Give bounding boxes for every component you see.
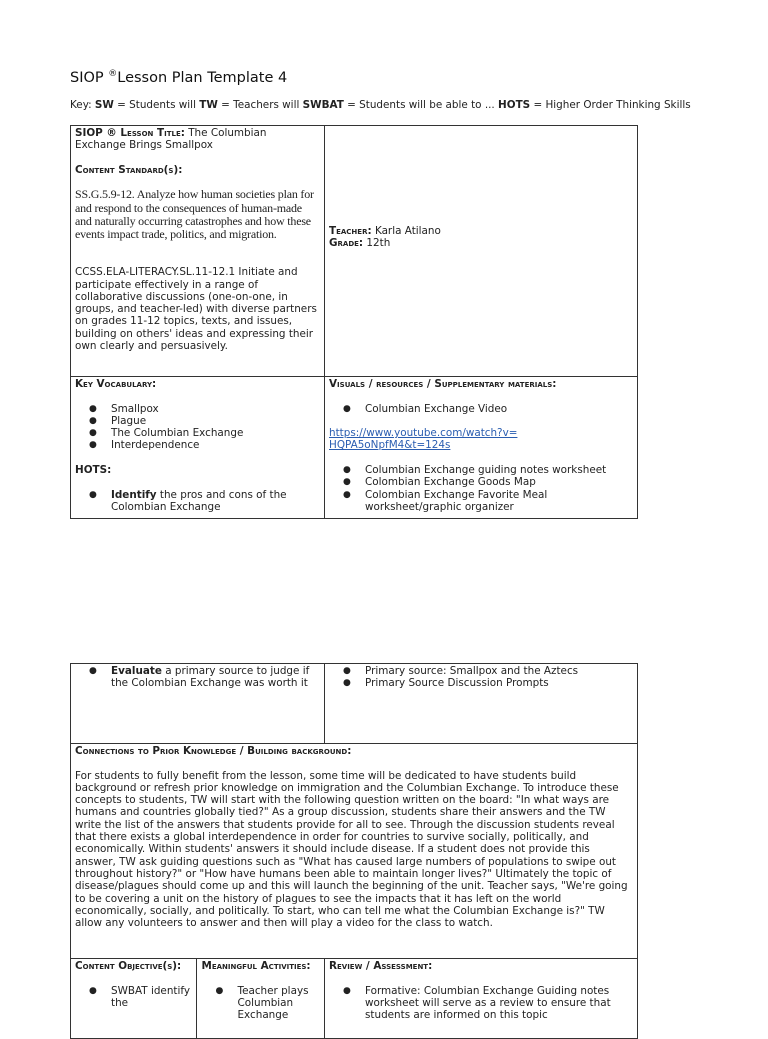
visuals-cell: Visuals / resources / Supplementary materials: ● Columbian Exchange Video https://www.youtube.com/watch?v=HQPA5oNpfM4&t=124s ● Columbian Exchange guiding notes worksheet ● Colombian Exchange Goods Map ● Colombian Exchange Favorite Meal worksheet/graphic organizer (325, 377, 638, 519)
list-item: ● Interdependence (111, 439, 320, 451)
lesson-table-1 (70, 125, 638, 519)
list-item: ● Teacher plays Columbian Exchange (237, 985, 320, 1022)
list-item: ● Primary source: Smallpox and the Aztecs (365, 665, 633, 677)
lesson-info-cell: SIOP ® Lesson Title: The Columbian Exchange Brings Smallpox Content Standard(s): SS.G.5.9-12. Analyze how human societies plan for and respond to the consequences of human-made and naturally occurring catastrophes and how these events impact trade, politics, and migration. CCSS.ELA-LITERACY.SL.11-12.1 Initiate and participate effectively in a range of collaborative discussions (one-on-one, in groups, and teacher-led) with diverse partners on grades 11-12 topics, texts, and issues, building on others' ideas and expressing their own clearly and persuasively. (71, 126, 325, 377)
key-legend: Key: SW = Students will TW = Teachers will SWBAT = Students will be able to ... HOTS = Higher Order Thinking Skills (70, 99, 691, 111)
list-item: ● The Columbian Exchange (111, 427, 320, 439)
page-title: SIOP ®Lesson Plan Template 4 (70, 69, 288, 86)
vocabulary-cell: Key Vocabulary: ● Smallpox ● Plague ● The Columbian Exchange ● Interdependence HOTS: ● Identify the pros and cons of the Colombian Exchange (71, 377, 325, 519)
list-item: ● Colombian Exchange Favorite Meal worksheet/graphic organizer (365, 489, 633, 514)
list-item: ● Columbian Exchange Video (365, 403, 633, 415)
vocab-list (75, 403, 320, 452)
activities-cell: Meaningful Activities: ● Teacher plays Columbian Exchange (197, 959, 325, 1039)
list-item: ● Plague (111, 415, 320, 427)
objectives-cell: Content Objective(s): ● SWBAT identify the (71, 959, 197, 1039)
list-item: ● Evaluate a primary source to judge if the Colombian Exchange was worth it (111, 665, 320, 690)
list-item: ● Formative: Columbian Exchange Guiding notes worksheet will serve as a review to ensure that students are informed on this topic (365, 985, 633, 1022)
visuals-cont-cell (325, 664, 638, 744)
prior-knowledge-cell: Connections to Prior Knowledge / Building background: For students to fully benefit from the lesson, some time will be dedicated to have students build background or refresh prior knowledge on immigration and the Columbian Exchange. To introduce these concepts to students, TW will start with the following question written on the board: "In what ways are humans and countries globally tied?" As a group discussion, students share their answers and the TW write the list of the answers that students provide for all to see. Through the discussion students reveal that there exists a global interdependence in order for countries to survive socially, politically, and economically. Within students' answers it should include disease. If a student does not provide this answer, TW ask guiding questions such as "What has caused large numbers of populations to swipe out throughout history?" or "How have humans been able to maintain longer lives?" Ultimately the topic of disease/plagues should come up and this will launch the beginning of the unit. Teacher says, "We're going to be covering a unit on the history of plagues to see the impacts that it has left on the world economically, socially, and politically. To start, who can tell me what the Columbian Exchange is?" TW allow any volunteers to answer and then will play a video for the class to watch. (71, 744, 638, 959)
list-item: ● Primary Source Discussion Prompts (365, 677, 633, 689)
video-link[interactable]: https://www.youtube.com/watch?v=HQPA5oNpfM4&t=124s (329, 427, 518, 452)
list-item: ● Identify the pros and cons of the Colombian Exchange (111, 489, 320, 514)
list-item: ● Smallpox (111, 403, 320, 415)
list-item: ● Colombian Exchange Goods Map (365, 476, 633, 488)
lesson-table-2 (70, 663, 638, 1039)
teacher-cell: Teacher: Karla Atilano Grade: 12th (325, 126, 638, 377)
list-item: ● SWBAT identify the (111, 985, 192, 1010)
hots-cont-cell (71, 664, 325, 744)
list-item: ● Columbian Exchange guiding notes worksheet (365, 464, 633, 476)
review-cell: Review / Assessment: ● Formative: Columbian Exchange Guiding notes worksheet will serve as a review to ensure that students are informed on this topic (325, 959, 638, 1039)
